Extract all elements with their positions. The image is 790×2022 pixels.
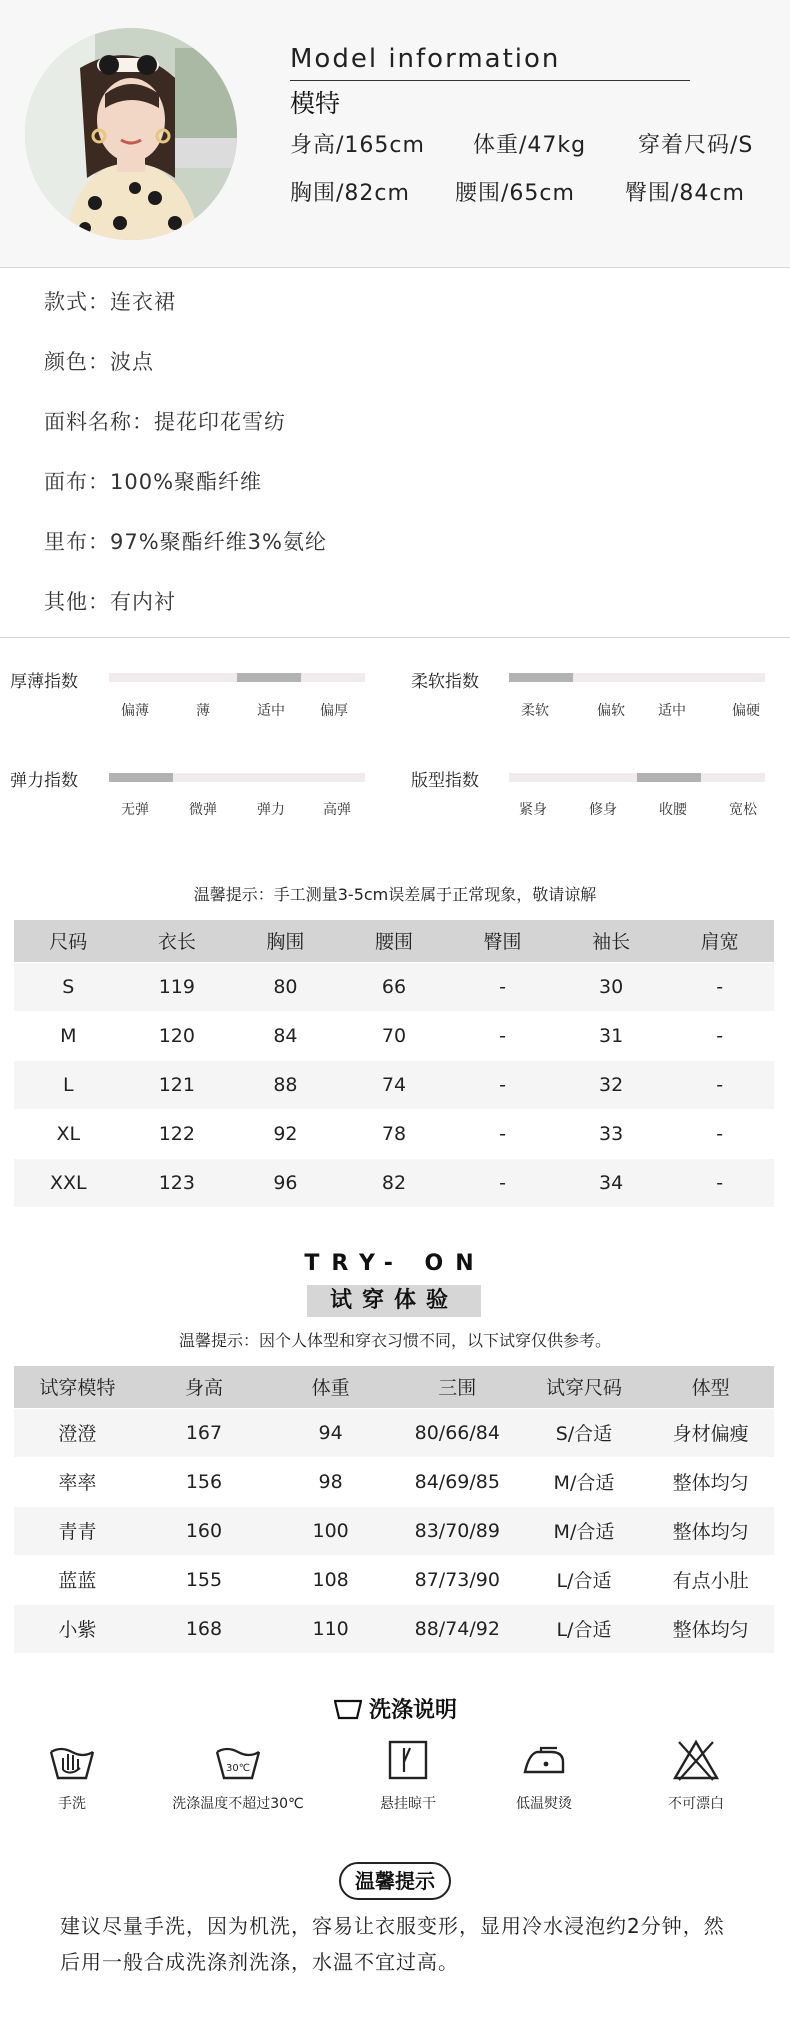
model-avatar xyxy=(25,28,237,240)
softness-label-4: 偏硬 xyxy=(732,703,760,719)
size-table-header-cell: 腰围 xyxy=(340,920,449,962)
fit-index-track xyxy=(509,773,765,782)
tryon-title-cn: 试穿体验 xyxy=(307,1285,481,1317)
wash-30-icon-text: 30℃ xyxy=(226,1763,250,1774)
info-color: 颜色：波点 xyxy=(44,350,154,374)
fit-label-1: 紧身 xyxy=(519,802,547,818)
thickness-index-selected xyxy=(237,673,301,682)
size-table-header-cell: 衣长 xyxy=(123,920,232,962)
thickness-index-title: 厚薄指数 xyxy=(10,672,78,692)
tryon-table-cell: 有点小肚 xyxy=(647,1555,774,1604)
size-table-cell: 121 xyxy=(123,1060,232,1109)
wash-30-icon xyxy=(213,1738,263,1782)
size-table-cell: 88 xyxy=(231,1060,340,1109)
tryon-title-en: TRY- ON xyxy=(304,1251,486,1276)
size-table-cell: 82 xyxy=(340,1158,449,1207)
thickness-label-1: 偏薄 xyxy=(121,703,149,719)
model-size: 穿着尺码/S xyxy=(638,133,754,158)
thickness-label-2: 薄 xyxy=(196,703,210,719)
softness-index-selected xyxy=(509,673,573,682)
size-table-header-cell: 臀围 xyxy=(448,920,557,962)
size-table-cell: 80 xyxy=(231,962,340,1011)
info-fabric-name: 面料名称：提花印花雪纺 xyxy=(44,410,286,434)
size-table-cell: - xyxy=(665,962,774,1011)
info-style: 款式：连衣裙 xyxy=(44,290,176,314)
hang-dry-icon xyxy=(383,1738,433,1782)
tryon-table-cell: 小紫 xyxy=(14,1604,141,1653)
model-bust: 胸围/82cm xyxy=(290,181,410,206)
elasticity-label-1: 无弹 xyxy=(121,802,149,818)
size-table-row xyxy=(14,1158,774,1207)
tryon-table-cell: 80/66/84 xyxy=(394,1408,521,1457)
model-photo-illustration xyxy=(25,28,237,240)
size-table-cell: 34 xyxy=(557,1158,666,1207)
size-table-header-cell: 肩宽 xyxy=(665,920,774,962)
no-bleach-label: 不可漂白 xyxy=(668,1796,724,1812)
softness-index-title: 柔软指数 xyxy=(411,672,479,692)
size-table-cell: 84 xyxy=(231,1011,340,1060)
softness-label-1: 柔软 xyxy=(521,703,549,719)
thickness-label-3: 适中 xyxy=(257,703,285,719)
fit-label-3: 收腰 xyxy=(659,802,687,818)
size-table-cell: 74 xyxy=(340,1060,449,1109)
size-table-cell: 120 xyxy=(123,1011,232,1060)
tryon-table-cell: 108 xyxy=(267,1555,394,1604)
size-table-cell: 33 xyxy=(557,1109,666,1158)
tryon-table-header-cell: 试穿尺码 xyxy=(521,1366,648,1408)
size-table-cell: - xyxy=(665,1109,774,1158)
tryon-table-cell: 整体均匀 xyxy=(647,1604,774,1653)
tryon-table-header-cell: 试穿模特 xyxy=(14,1366,141,1408)
tryon-table-cell: L/合适 xyxy=(521,1555,648,1604)
tryon-table-cell: M/合适 xyxy=(521,1457,648,1506)
wash-30-label: 洗涤温度不超过30℃ xyxy=(172,1796,304,1812)
model-weight: 体重/47kg xyxy=(473,133,587,158)
size-table-cell: - xyxy=(448,1060,557,1109)
tryon-table-cell: 167 xyxy=(141,1408,268,1457)
size-table-cell: - xyxy=(665,1011,774,1060)
size-table-cell: 32 xyxy=(557,1060,666,1109)
info-lining: 里布：97%聚酯纤维3%氨纶 xyxy=(44,530,327,554)
size-table-cell: 30 xyxy=(557,962,666,1011)
tryon-table-cell: 88/74/92 xyxy=(394,1604,521,1653)
notice-text: 建议尽量手洗，因为机洗，容易让衣服变形，显用冷水浸泡约2分钟，然后用一般合成洗涤剂洗涤，水温不宜过高。 xyxy=(60,1914,725,1974)
size-table-cell: 78 xyxy=(340,1109,449,1158)
size-table-cell: 31 xyxy=(557,1011,666,1060)
size-table-cell: - xyxy=(448,1158,557,1207)
size-table-cell: - xyxy=(448,1011,557,1060)
tryon-table-cell: 整体均匀 xyxy=(647,1506,774,1555)
tryon-table xyxy=(14,1366,774,1653)
tryon-table-header-cell: 三围 xyxy=(394,1366,521,1408)
elasticity-index-track xyxy=(109,773,365,782)
tryon-table-cell: L/合适 xyxy=(521,1604,648,1653)
tryon-table-cell: 84/69/85 xyxy=(394,1457,521,1506)
size-table-cell: 123 xyxy=(123,1158,232,1207)
size-table-cell: 96 xyxy=(231,1158,340,1207)
washing-title: 洗涤说明 xyxy=(368,1698,457,1723)
no-bleach-icon xyxy=(671,1738,721,1782)
tryon-table-cell: 蓝蓝 xyxy=(14,1555,141,1604)
model-hip: 臀围/84cm xyxy=(625,181,745,206)
tryon-table-cell: 87/73/90 xyxy=(394,1555,521,1604)
size-table-cell: 92 xyxy=(231,1109,340,1158)
elasticity-index-selected xyxy=(109,773,173,782)
size-table-cell: 66 xyxy=(340,962,449,1011)
fit-index-title: 版型指数 xyxy=(411,771,479,791)
tryon-table-row xyxy=(14,1457,774,1506)
elasticity-index-title: 弹力指数 xyxy=(10,771,78,791)
model-waist: 腰围/65cm xyxy=(455,181,575,206)
size-table-row xyxy=(14,1109,774,1158)
tryon-table-row xyxy=(14,1555,774,1604)
low-iron-icon xyxy=(519,1738,569,1782)
tryon-table-cell: 身材偏瘦 xyxy=(647,1408,774,1457)
washing-heading xyxy=(0,1693,790,1724)
model-height: 身高/165cm xyxy=(290,133,425,158)
size-table-cell: S xyxy=(14,962,123,1011)
tryon-table-cell: M/合适 xyxy=(521,1506,648,1555)
tryon-table-cell: 160 xyxy=(141,1506,268,1555)
tryon-table-header xyxy=(14,1366,774,1408)
size-table-cell: XXL xyxy=(14,1158,123,1207)
product-info-section xyxy=(0,268,790,638)
size-table-cell: - xyxy=(448,962,557,1011)
tryon-table-row xyxy=(14,1604,774,1653)
fit-index-selected xyxy=(637,773,701,782)
tryon-table-cell: 83/70/89 xyxy=(394,1506,521,1555)
size-table-cell: M xyxy=(14,1011,123,1060)
size-table-header-cell: 胸围 xyxy=(231,920,340,962)
tryon-table-header-cell: 身高 xyxy=(141,1366,268,1408)
info-shell: 面布：100%聚酯纤维 xyxy=(44,470,263,494)
tryon-table-cell: 100 xyxy=(267,1506,394,1555)
model-information-section xyxy=(0,0,790,268)
size-table-header-cell: 袖长 xyxy=(557,920,666,962)
hand-wash-label: 手洗 xyxy=(58,1796,86,1812)
tryon-table-cell: 率率 xyxy=(14,1457,141,1506)
hang-dry-label: 悬挂晾干 xyxy=(380,1796,436,1812)
info-other: 其他：有内衬 xyxy=(44,590,176,614)
tryon-table-cell: 156 xyxy=(141,1457,268,1506)
thickness-label-4: 偏厚 xyxy=(320,703,348,719)
size-table-cell: - xyxy=(448,1109,557,1158)
tryon-table-cell: 青青 xyxy=(14,1506,141,1555)
softness-index-track xyxy=(509,673,765,682)
tryon-table-cell: 110 xyxy=(267,1604,394,1653)
wash-tub-icon xyxy=(333,1698,363,1720)
tryon-table-cell: 澄澄 xyxy=(14,1408,141,1457)
tryon-table-header-cell: 体型 xyxy=(647,1366,774,1408)
tryon-table-cell: 155 xyxy=(141,1555,268,1604)
softness-label-3: 适中 xyxy=(658,703,686,719)
hand-wash-icon xyxy=(47,1738,97,1782)
elasticity-label-4: 高弹 xyxy=(323,802,351,818)
size-table-row xyxy=(14,1011,774,1060)
size-table-row xyxy=(14,962,774,1011)
softness-label-2: 偏软 xyxy=(597,703,625,719)
size-table-cell: XL xyxy=(14,1109,123,1158)
size-table-cell: - xyxy=(665,1158,774,1207)
size-table-cell: 122 xyxy=(123,1109,232,1158)
tryon-tip: 温馨提示：因个人体型和穿衣习惯不同，以下试穿仅供参考。 xyxy=(178,1331,611,1350)
tryon-table-row xyxy=(14,1408,774,1457)
elasticity-label-2: 微弹 xyxy=(189,802,217,818)
size-table-header-cell: 尺码 xyxy=(14,920,123,962)
size-table-cell: 70 xyxy=(340,1011,449,1060)
elasticity-label-3: 弹力 xyxy=(257,802,285,818)
tryon-table-cell: 168 xyxy=(141,1604,268,1653)
low-iron-label: 低温熨烫 xyxy=(516,1796,572,1812)
tryon-table-cell: 98 xyxy=(267,1457,394,1506)
model-title-en: Model information xyxy=(290,44,561,74)
size-table-cell: L xyxy=(14,1060,123,1109)
tryon-table-cell: 整体均匀 xyxy=(647,1457,774,1506)
tryon-table-cell: S/合适 xyxy=(521,1408,648,1457)
tryon-table-cell: 94 xyxy=(267,1408,394,1457)
fit-label-4: 宽松 xyxy=(729,802,757,818)
size-table-cell: - xyxy=(665,1060,774,1109)
tryon-table-row xyxy=(14,1506,774,1555)
thickness-index-track xyxy=(109,673,365,682)
size-table-header xyxy=(14,920,774,962)
size-table-row xyxy=(14,1060,774,1109)
tryon-table-header-cell: 体重 xyxy=(267,1366,394,1408)
model-title-cn: 模特 xyxy=(290,89,341,118)
fit-label-2: 修身 xyxy=(589,802,617,818)
size-table xyxy=(14,920,774,1207)
notice-title-pill: 温馨提示 xyxy=(339,1862,451,1900)
size-table-cell: 119 xyxy=(123,962,232,1011)
model-title-divider xyxy=(290,80,690,81)
size-table-tip: 温馨提示：手工测量3-5cm误差属于正常现象，敬请谅解 xyxy=(193,885,597,904)
